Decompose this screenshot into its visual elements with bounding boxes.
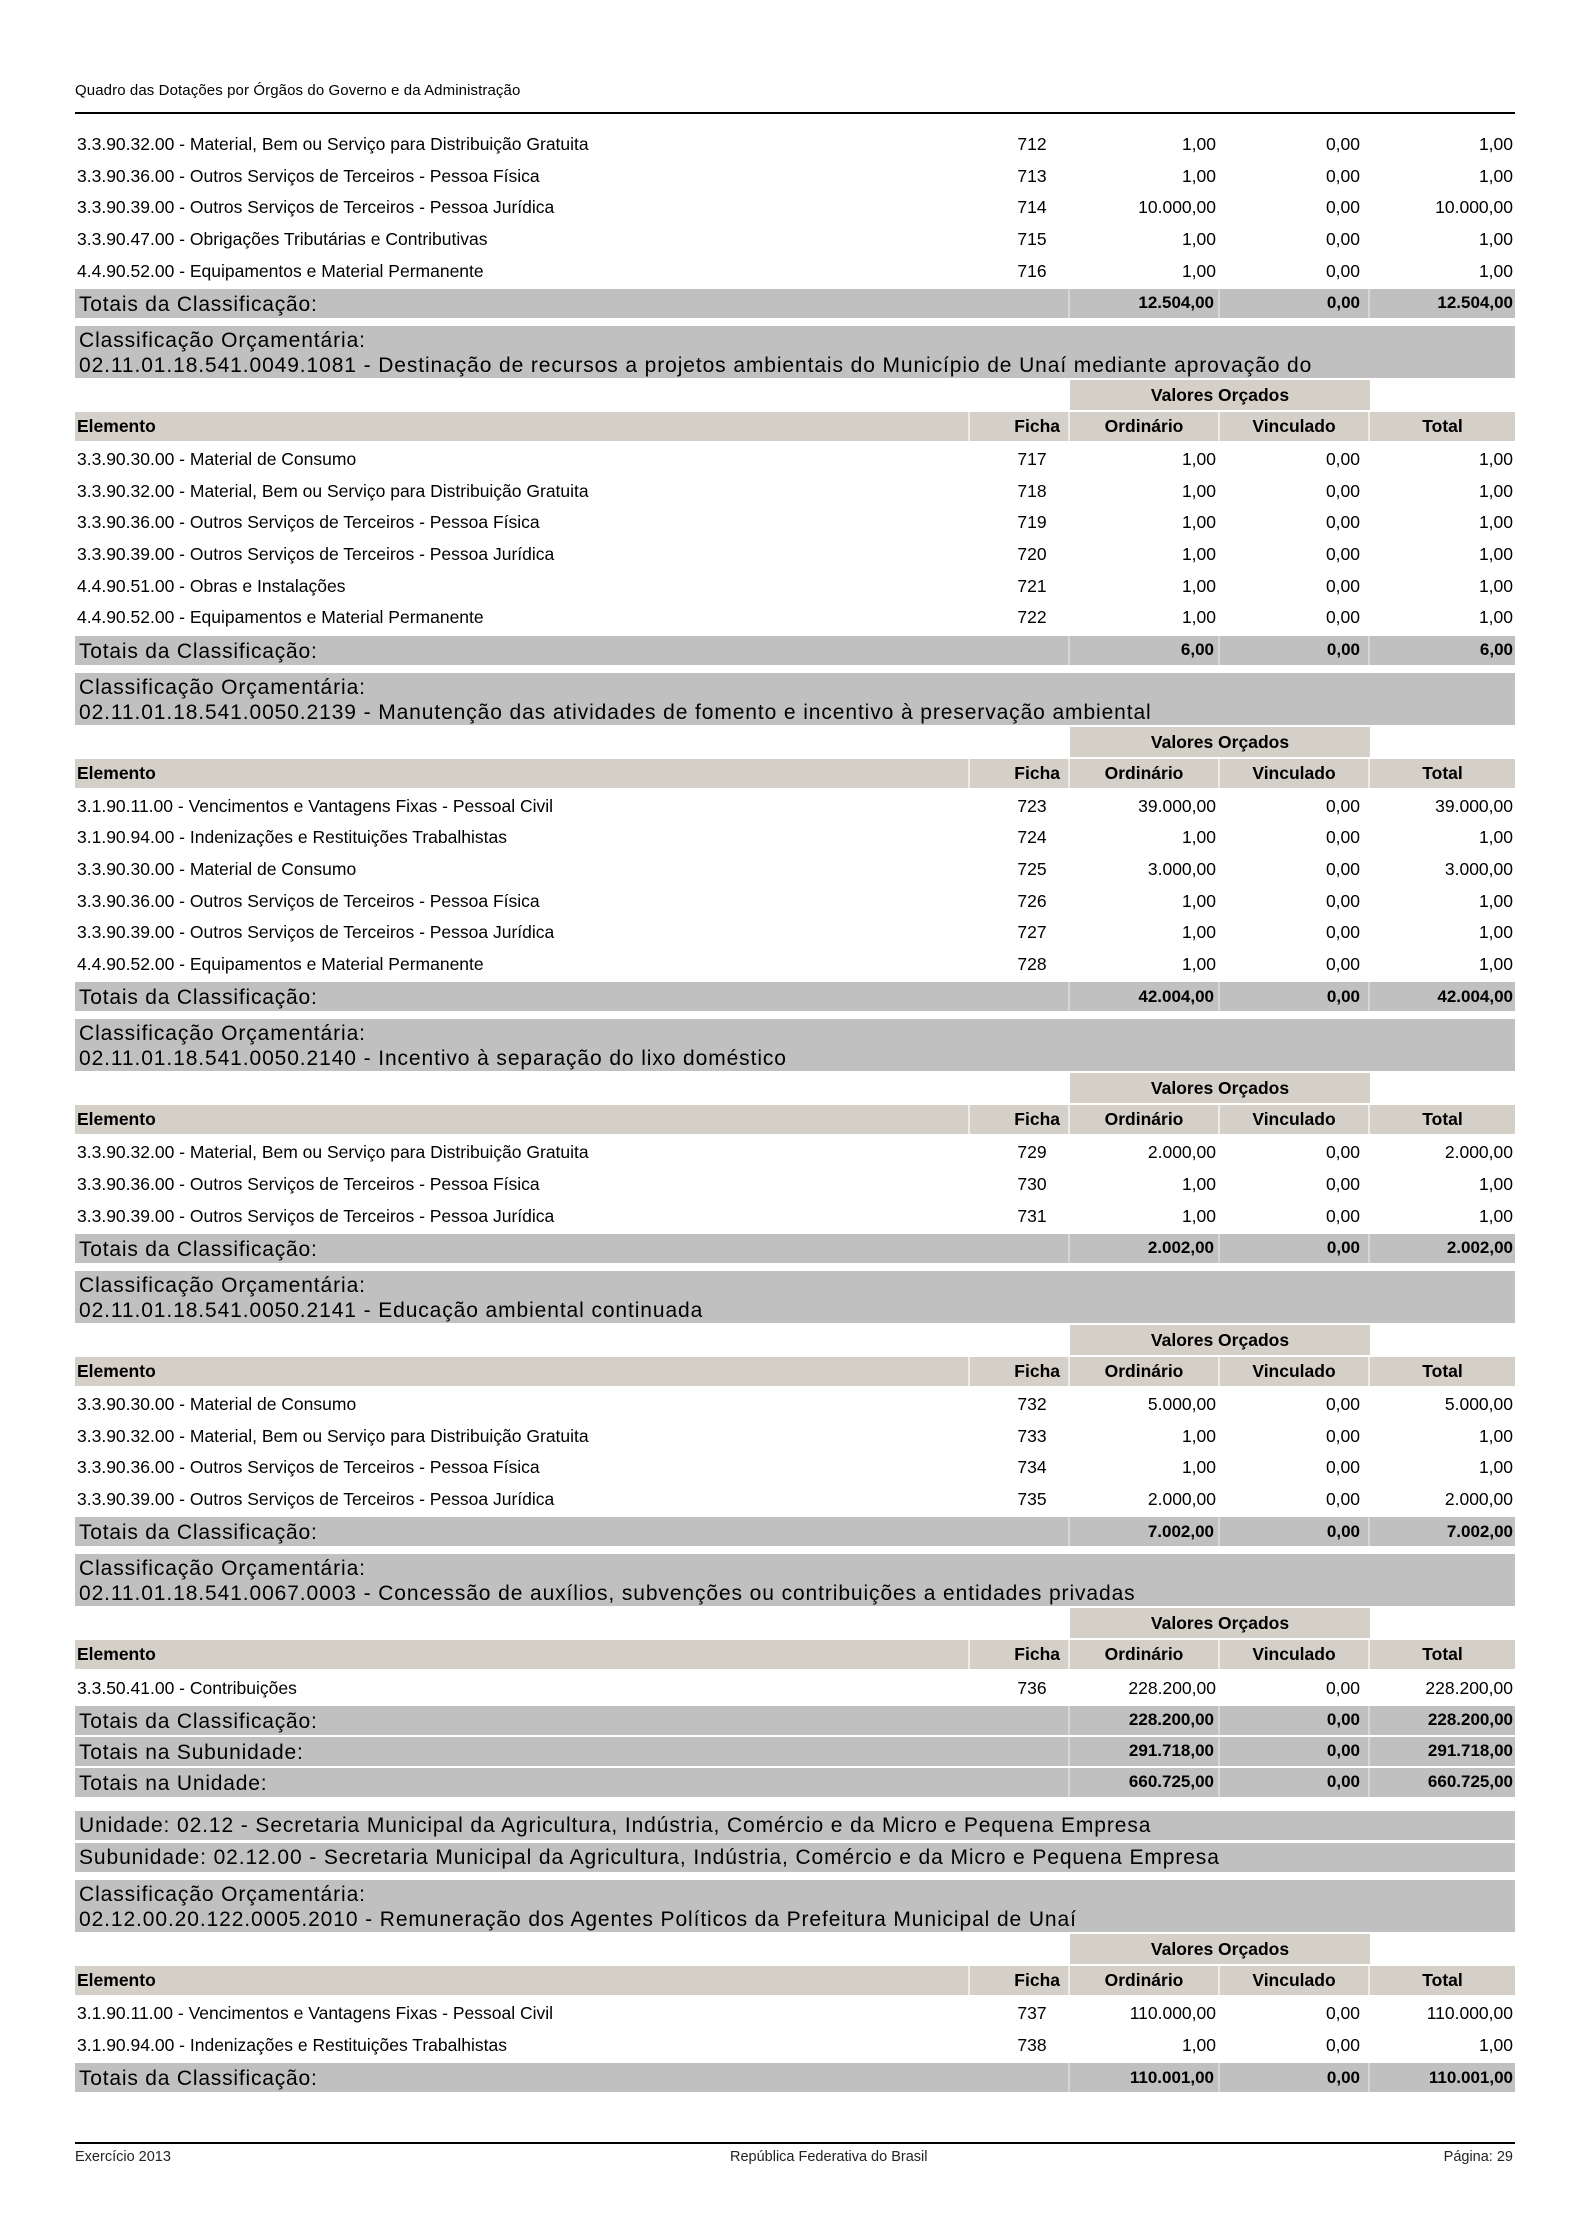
col-vinculado: Vinculado [1220, 412, 1370, 441]
valores-orcados-header [75, 1325, 1515, 1355]
table-row [75, 129, 1515, 161]
col-elemento: Elemento [75, 1105, 970, 1134]
total-total: 110.001,00 [1428, 2067, 1513, 2087]
classificacao-block [75, 1554, 1515, 1797]
cell-ordinario: 1,00 [1181, 575, 1216, 596]
col-elemento: Elemento [75, 1966, 970, 1995]
total-total: 12.504,00 [1437, 293, 1513, 313]
column-header-row [75, 1105, 1515, 1134]
totals-label: Totais da Classificação: [75, 982, 1070, 1011]
cell-elemento: 3.1.90.11.00 - Vencimentos e Vantagens Fixas - Pessoal Civil [77, 2003, 553, 2024]
cell-elemento: 3.3.90.32.00 - Material, Bem ou Serviço para Distribuição Gratuita [77, 1142, 589, 1163]
cell-vinculado: 0,00 [1325, 1142, 1360, 1163]
cell-ordinario: 1,00 [1181, 260, 1216, 281]
table-row [75, 2029, 1515, 2061]
cell-ficha: 729 [1017, 1142, 1047, 1163]
total-ordinario: 228.200,00 [1070, 1706, 1220, 1735]
col-vinculado: Vinculado [1220, 1105, 1370, 1134]
col-ficha: Ficha [970, 759, 1070, 788]
cell-vinculado: 0,00 [1325, 197, 1360, 218]
footer-exercicio: Exercício 2013 [75, 2149, 171, 2165]
cell-total: 1,00 [1478, 890, 1513, 911]
cell-vinculado: 0,00 [1325, 229, 1360, 250]
col-vinculado: Vinculado [1220, 759, 1370, 788]
cell-ordinario: 1,00 [1181, 512, 1216, 533]
table-row [75, 1169, 1515, 1201]
col-ordinario: Ordinário [1070, 1105, 1220, 1134]
classificacao-code-title: 02.12.00.20.122.0005.2010 - Remuneração dos Agentes Políticos da Prefeitura Municipal de Unaí [79, 1907, 1077, 1931]
cell-ordinario: 1,00 [1181, 229, 1216, 250]
cell-vinculado: 0,00 [1325, 165, 1360, 186]
cell-elemento: 3.3.90.47.00 - Obrigações Tributárias e Contributivas [77, 229, 488, 250]
classificacao-label: Classificação Orçamentária: [79, 1022, 366, 1046]
classificacao-block [75, 1271, 1515, 1546]
cell-elemento: 3.1.90.94.00 - Indenizações e Restituições Trabalhistas [77, 827, 507, 848]
table-row [75, 570, 1515, 602]
classificacao-label: Classificação Orçamentária: [79, 328, 366, 352]
column-header-row [75, 412, 1515, 441]
valores-orcados-header [75, 1934, 1515, 1964]
classificacao-label: Classificação Orçamentária: [79, 1882, 366, 1906]
total-vinculado: 0,00 [1220, 1706, 1370, 1735]
col-ordinario: Ordinário [1070, 759, 1220, 788]
totals-classificacao-row [75, 289, 1515, 318]
cell-vinculado: 0,00 [1325, 1488, 1360, 1509]
cell-ordinario: 2.000,00 [1147, 1142, 1216, 1163]
col-ordinario: Ordinário [1070, 1357, 1220, 1386]
cell-elemento: 3.3.90.36.00 - Outros Serviços de Terceiros - Pessoa Física [77, 1173, 540, 1194]
totals-label: Totais na Unidade: [75, 1768, 1070, 1797]
classificacao-label: Classificação Orçamentária: [79, 1557, 366, 1581]
table-row [75, 1672, 1515, 1704]
cell-ficha: 713 [1017, 165, 1047, 186]
totals-classificacao-row [75, 982, 1515, 1011]
valores-orcados-label: Valores Orçados [1070, 1934, 1370, 1964]
table-row [75, 224, 1515, 256]
col-ordinario: Ordinário [1070, 1966, 1220, 1995]
cell-ficha: 720 [1017, 544, 1047, 565]
cell-ficha: 728 [1017, 953, 1047, 974]
totals-label: Totais da Classificação: [75, 1706, 1070, 1735]
table-row [75, 444, 1515, 476]
cell-total: 110.000,00 [1426, 2003, 1513, 2024]
continued-block [75, 129, 1515, 318]
cell-elemento: 3.3.90.39.00 - Outros Serviços de Terceiros - Pessoa Jurídica [77, 1488, 555, 1509]
total-vinculado: 0,00 [1220, 1768, 1370, 1797]
total-total: 2.002,00 [1446, 1238, 1513, 1258]
cell-ordinario: 39.000,00 [1138, 795, 1216, 816]
cell-elemento: 3.3.90.39.00 - Outros Serviços de Terceiros - Pessoa Jurídica [77, 544, 555, 565]
cell-vinculado: 0,00 [1325, 544, 1360, 565]
classificacao-label: Classificação Orçamentária: [79, 675, 366, 699]
table-row [75, 255, 1515, 287]
totals-label: Totais da Classificação: [75, 1517, 1070, 1546]
cell-total: 1,00 [1478, 827, 1513, 848]
total-vinculado: 0,00 [1220, 636, 1370, 665]
totals-classificacao-row [75, 2063, 1515, 2092]
classificacao-block [75, 1019, 1515, 1263]
total-total: 291.718,00 [1427, 1741, 1513, 1761]
col-ficha: Ficha [970, 1640, 1070, 1669]
cell-ficha: 723 [1017, 795, 1047, 816]
total-ordinario: 6,00 [1070, 636, 1220, 665]
report-title: Quadro das Dotações por Órgãos do Governo e da Administração [75, 82, 521, 99]
cell-vinculado: 0,00 [1325, 953, 1360, 974]
classificacao-code-title: 02.11.01.18.541.0067.0003 - Concessão de auxílios, subvenções ou contribuições a entidades privadas [79, 1582, 1136, 1606]
cell-ficha: 734 [1017, 1457, 1047, 1478]
cell-total: 1,00 [1478, 165, 1513, 186]
cell-vinculado: 0,00 [1325, 1677, 1360, 1698]
cell-ordinario: 5.000,00 [1147, 1394, 1216, 1415]
cell-ordinario: 10.000,00 [1138, 197, 1216, 218]
cell-ficha: 721 [1017, 575, 1047, 596]
valores-orcados-label: Valores Orçados [1070, 380, 1370, 410]
col-vinculado: Vinculado [1220, 1966, 1370, 1995]
cell-vinculado: 0,00 [1325, 1425, 1360, 1446]
totals-label: Totais na Subunidade: [75, 1737, 1070, 1766]
col-total: Total [1370, 1640, 1515, 1669]
cell-ordinario: 3.000,00 [1147, 859, 1216, 880]
cell-vinculado: 0,00 [1325, 795, 1360, 816]
cell-elemento: 3.3.90.36.00 - Outros Serviços de Terceiros - Pessoa Física [77, 890, 540, 911]
col-ficha: Ficha [970, 412, 1070, 441]
total-ordinario: 42.004,00 [1070, 982, 1220, 1011]
cell-total: 10.000,00 [1435, 197, 1513, 218]
classificacao-code-title: 02.11.01.18.541.0049.1081 - Destinação de recursos a projetos ambientais do Município de Unaí mediante aprovação do [79, 353, 1313, 377]
cell-vinculado: 0,00 [1325, 827, 1360, 848]
cell-total: 1,00 [1478, 134, 1513, 155]
cell-total: 1,00 [1478, 260, 1513, 281]
cell-ficha: 716 [1017, 260, 1047, 281]
col-total: Total [1370, 1966, 1515, 1995]
classificacao-header [75, 1271, 1515, 1323]
col-elemento: Elemento [75, 1640, 970, 1669]
column-header-row [75, 759, 1515, 788]
cell-elemento: 3.3.90.39.00 - Outros Serviços de Terceiros - Pessoa Jurídica [77, 1205, 555, 1226]
cell-total: 1,00 [1478, 1205, 1513, 1226]
cell-total: 1,00 [1478, 2034, 1513, 2055]
totals-label: Totais da Classificação: [75, 2063, 1070, 2092]
cell-ficha: 726 [1017, 890, 1047, 911]
cell-total: 1,00 [1478, 480, 1513, 501]
cell-vinculado: 0,00 [1325, 2003, 1360, 2024]
cell-elemento: 4.4.90.52.00 - Equipamentos e Material Permanente [77, 260, 484, 281]
cell-ficha: 724 [1017, 827, 1047, 848]
cell-ficha: 719 [1017, 512, 1047, 533]
valores-orcados-header [75, 1608, 1515, 1638]
cell-elemento: 3.3.90.32.00 - Material, Bem ou Serviço para Distribuição Gratuita [77, 1425, 589, 1446]
classificacao-header [75, 1554, 1515, 1606]
total-vinculado: 0,00 [1220, 982, 1370, 1011]
cell-vinculado: 0,00 [1325, 607, 1360, 628]
cell-ordinario: 1,00 [1181, 1425, 1216, 1446]
total-ordinario: 660.725,00 [1070, 1768, 1220, 1797]
footer-rule [75, 2142, 1515, 2144]
cell-vinculado: 0,00 [1325, 1205, 1360, 1226]
col-total: Total [1370, 1105, 1515, 1134]
table-row [75, 161, 1515, 193]
totals-classificacao-row [75, 1517, 1515, 1546]
table-row [75, 192, 1515, 224]
cell-elemento: 4.4.90.52.00 - Equipamentos e Material Permanente [77, 953, 484, 974]
classificacao-block [75, 1880, 1515, 2092]
classificacao-header [75, 673, 1515, 725]
col-ficha: Ficha [970, 1105, 1070, 1134]
total-ordinario: 7.002,00 [1070, 1517, 1220, 1546]
total-ordinario: 110.001,00 [1070, 2063, 1220, 2092]
total-total: 228.200,00 [1427, 1710, 1513, 1730]
cell-ficha: 715 [1017, 229, 1047, 250]
total-vinculado: 0,00 [1220, 289, 1370, 318]
cell-ficha: 738 [1017, 2034, 1047, 2055]
table-row [75, 822, 1515, 854]
cell-vinculado: 0,00 [1325, 575, 1360, 596]
column-header-row [75, 1966, 1515, 1995]
cell-ficha: 731 [1017, 1205, 1047, 1226]
valores-orcados-label: Valores Orçados [1070, 1073, 1370, 1103]
cell-vinculado: 0,00 [1325, 134, 1360, 155]
col-elemento: Elemento [75, 412, 970, 441]
table-row [75, 949, 1515, 981]
total-ordinario: 12.504,00 [1070, 289, 1220, 318]
cell-vinculado: 0,00 [1325, 1394, 1360, 1415]
cell-elemento: 3.3.90.30.00 - Material de Consumo [77, 1394, 357, 1415]
subunidade-bar: Subunidade: 02.12.00 - Secretaria Municipal da Agricultura, Indústria, Comércio e da Micro e Pequena Empresa [75, 1843, 1515, 1872]
column-header-row [75, 1640, 1515, 1669]
table-row [75, 476, 1515, 508]
cell-ordinario: 110.000,00 [1129, 2003, 1216, 2024]
classificacao-header [75, 326, 1515, 378]
table-row [75, 602, 1515, 634]
col-ordinario: Ordinário [1070, 1640, 1220, 1669]
cell-total: 1,00 [1478, 953, 1513, 974]
classificacao-code-title: 02.11.01.18.541.0050.2139 - Manutenção das atividades de fomento e incentivo à preservação ambiental [79, 700, 1152, 724]
col-total: Total [1370, 1357, 1515, 1386]
total-ordinario: 2.002,00 [1070, 1234, 1220, 1263]
cell-ordinario: 1,00 [1181, 827, 1216, 848]
cell-ficha: 725 [1017, 859, 1047, 880]
cell-ficha: 735 [1017, 1488, 1047, 1509]
cell-total: 1,00 [1478, 229, 1513, 250]
cell-ordinario: 1,00 [1181, 607, 1216, 628]
col-elemento: Elemento [75, 1357, 970, 1386]
table-row [75, 507, 1515, 539]
footer-republica: República Federativa do Brasil [730, 2149, 928, 2165]
cell-total: 1,00 [1478, 512, 1513, 533]
cell-elemento: 3.3.90.30.00 - Material de Consumo [77, 859, 357, 880]
cell-vinculado: 0,00 [1325, 512, 1360, 533]
cell-total: 1,00 [1478, 544, 1513, 565]
cell-elemento: 3.3.90.36.00 - Outros Serviços de Terceiros - Pessoa Física [77, 512, 540, 533]
cell-total: 3.000,00 [1444, 859, 1513, 880]
cell-ordinario: 1,00 [1181, 165, 1216, 186]
table-row [75, 539, 1515, 571]
total-total: 7.002,00 [1446, 1521, 1513, 1541]
cell-total: 2.000,00 [1444, 1488, 1513, 1509]
valores-orcados-header [75, 1073, 1515, 1103]
cell-ficha: 714 [1017, 197, 1047, 218]
cell-ordinario: 228.200,00 [1128, 1677, 1216, 1698]
total-vinculado: 0,00 [1220, 1737, 1370, 1766]
col-vinculado: Vinculado [1220, 1640, 1370, 1669]
cell-total: 1,00 [1478, 922, 1513, 943]
valores-orcados-label: Valores Orçados [1070, 1608, 1370, 1638]
totals-classificacao-row [75, 1234, 1515, 1263]
cell-ordinario: 1,00 [1181, 1205, 1216, 1226]
cell-ficha: 718 [1017, 480, 1047, 501]
cell-elemento: 3.3.90.36.00 - Outros Serviços de Terceiros - Pessoa Física [77, 1457, 540, 1478]
valores-orcados-header [75, 727, 1515, 757]
cell-total: 1,00 [1478, 575, 1513, 596]
cell-elemento: 3.1.90.11.00 - Vencimentos e Vantagens Fixas - Pessoal Civil [77, 795, 553, 816]
cell-vinculado: 0,00 [1325, 1173, 1360, 1194]
cell-total: 39.000,00 [1435, 795, 1513, 816]
cell-ficha: 727 [1017, 922, 1047, 943]
table-row [75, 1389, 1515, 1421]
table-row [75, 1200, 1515, 1232]
classificacao-header [75, 1019, 1515, 1071]
cell-total: 228.200,00 [1425, 1677, 1513, 1698]
total-ordinario: 291.718,00 [1070, 1737, 1220, 1766]
cell-ficha: 737 [1017, 2003, 1047, 2024]
total-vinculado: 0,00 [1220, 1517, 1370, 1546]
cell-ordinario: 1,00 [1181, 922, 1216, 943]
cell-ordinario: 2.000,00 [1147, 1488, 1216, 1509]
cell-ordinario: 1,00 [1181, 480, 1216, 501]
cell-vinculado: 0,00 [1325, 2034, 1360, 2055]
cell-vinculado: 0,00 [1325, 260, 1360, 281]
cell-vinculado: 0,00 [1325, 480, 1360, 501]
totals-classificacao-row [75, 636, 1515, 665]
total-total: 42.004,00 [1437, 986, 1513, 1006]
col-ordinario: Ordinário [1070, 412, 1220, 441]
footer-pagina: Página: 29 [1443, 2149, 1513, 2165]
valores-orcados-label: Valores Orçados [1070, 727, 1370, 757]
cell-vinculado: 0,00 [1325, 449, 1360, 470]
totals-classificacao-row [75, 1706, 1515, 1735]
total-vinculado: 0,00 [1220, 1234, 1370, 1263]
table-row [75, 791, 1515, 823]
table-row [75, 917, 1515, 949]
header-rule [75, 112, 1515, 114]
classificacao-code-title: 02.11.01.18.541.0050.2140 - Incentivo à separação do lixo doméstico [79, 1047, 787, 1071]
cell-elemento: 3.3.90.32.00 - Material, Bem ou Serviço para Distribuição Gratuita [77, 480, 589, 501]
cell-ficha: 733 [1017, 1425, 1047, 1446]
cell-total: 1,00 [1478, 1173, 1513, 1194]
unidade-bar: Unidade: 02.12 - Secretaria Municipal da Agricultura, Indústria, Comércio e da Micro e Pequena Empresa [75, 1811, 1515, 1840]
column-header-row [75, 1357, 1515, 1386]
col-ficha: Ficha [970, 1966, 1070, 1995]
cell-ordinario: 1,00 [1181, 1173, 1216, 1194]
cell-ficha: 722 [1017, 607, 1047, 628]
cell-vinculado: 0,00 [1325, 890, 1360, 911]
cell-ficha: 732 [1017, 1394, 1047, 1415]
cell-ordinario: 1,00 [1181, 1457, 1216, 1478]
totals-label: Totais da Classificação: [75, 289, 1070, 318]
total-total: 660.725,00 [1427, 1772, 1513, 1792]
cell-elemento: 3.3.90.39.00 - Outros Serviços de Terceiros - Pessoa Jurídica [77, 922, 555, 943]
table-row [75, 1137, 1515, 1169]
table-row [75, 1420, 1515, 1452]
cell-total: 1,00 [1478, 449, 1513, 470]
cell-elemento: 3.3.50.41.00 - Contribuições [77, 1677, 297, 1698]
cell-vinculado: 0,00 [1325, 1457, 1360, 1478]
table-row [75, 1452, 1515, 1484]
total-total: 6,00 [1479, 640, 1513, 660]
valores-orcados-header [75, 380, 1515, 410]
totals-subunidade-row [75, 1737, 1515, 1766]
cell-elemento: 3.1.90.94.00 - Indenizações e Restituições Trabalhistas [77, 2034, 507, 2055]
col-elemento: Elemento [75, 759, 970, 788]
cell-total: 5.000,00 [1444, 1394, 1513, 1415]
classificacao-block [75, 326, 1515, 665]
table-row [75, 885, 1515, 917]
cell-vinculado: 0,00 [1325, 859, 1360, 880]
cell-total: 1,00 [1478, 1425, 1513, 1446]
cell-elemento: 4.4.90.51.00 - Obras e Instalações [77, 575, 346, 596]
table-row [75, 1484, 1515, 1516]
cell-elemento: 3.3.90.36.00 - Outros Serviços de Terceiros - Pessoa Física [77, 165, 540, 186]
cell-ordinario: 1,00 [1181, 2034, 1216, 2055]
cell-ordinario: 1,00 [1181, 134, 1216, 155]
cell-ordinario: 1,00 [1181, 544, 1216, 565]
cell-ficha: 730 [1017, 1173, 1047, 1194]
table-row [75, 854, 1515, 886]
cell-elemento: 3.3.90.39.00 - Outros Serviços de Terceiros - Pessoa Jurídica [77, 197, 555, 218]
cell-ordinario: 1,00 [1181, 953, 1216, 974]
valores-orcados-label: Valores Orçados [1070, 1325, 1370, 1355]
classificacao-header [75, 1880, 1515, 1932]
cell-total: 1,00 [1478, 607, 1513, 628]
report-content [75, 129, 1515, 2094]
totals-label: Totais da Classificação: [75, 636, 1070, 665]
classificacao-label: Classificação Orçamentária: [79, 1273, 366, 1297]
totals-unidade-row [75, 1768, 1515, 1797]
total-vinculado: 0,00 [1220, 2063, 1370, 2092]
col-vinculado: Vinculado [1220, 1357, 1370, 1386]
cell-elemento: 3.3.90.32.00 - Material, Bem ou Serviço para Distribuição Gratuita [77, 134, 589, 155]
col-ficha: Ficha [970, 1357, 1070, 1386]
cell-ficha: 717 [1017, 449, 1047, 470]
col-total: Total [1370, 412, 1515, 441]
classificacao-code-title: 02.11.01.18.541.0050.2141 - Educação ambiental continuada [79, 1298, 704, 1322]
totals-label: Totais da Classificação: [75, 1234, 1070, 1263]
cell-ficha: 712 [1017, 134, 1047, 155]
cell-elemento: 4.4.90.52.00 - Equipamentos e Material Permanente [77, 607, 484, 628]
cell-total: 1,00 [1478, 1457, 1513, 1478]
classificacao-block [75, 673, 1515, 1012]
table-row [75, 1998, 1515, 2030]
cell-ficha: 736 [1017, 1677, 1047, 1698]
cell-total: 2.000,00 [1444, 1142, 1513, 1163]
cell-ordinario: 1,00 [1181, 449, 1216, 470]
cell-ordinario: 1,00 [1181, 890, 1216, 911]
cell-elemento: 3.3.90.30.00 - Material de Consumo [77, 449, 357, 470]
cell-vinculado: 0,00 [1325, 922, 1360, 943]
col-total: Total [1370, 759, 1515, 788]
